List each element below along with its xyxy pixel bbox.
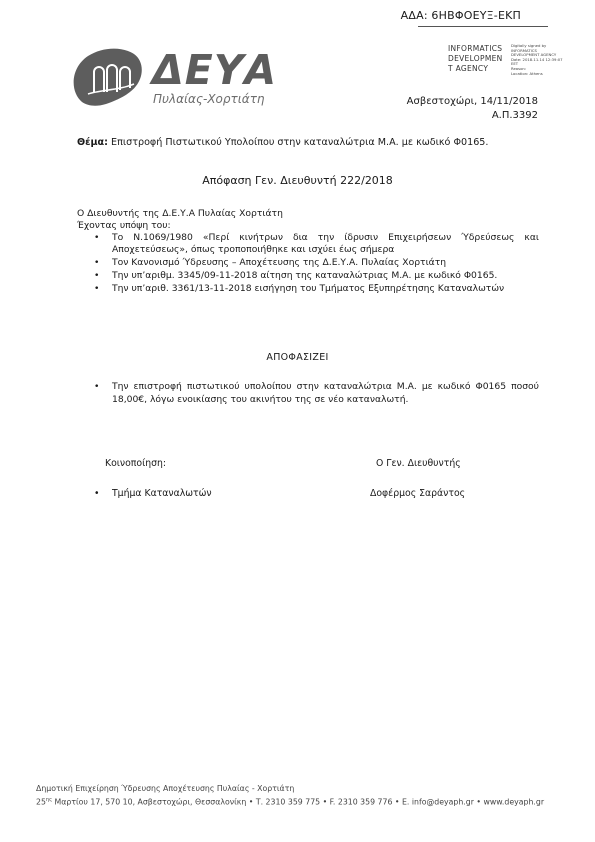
footer-address: Μαρτίου 17, 570 10, Ασβεστοχώρι, Θεσσαλονίκη • Τ. 2310 359 775 • F. 2310 359 776 • E. info@deyaph.gr • www.deyaph.gr <box>52 797 545 807</box>
org-line-1: INFORMATICS <box>448 44 503 53</box>
document-date: Ασβεστοχώρι, 14/11/2018 <box>406 96 538 107</box>
logo-subtitle: Πυλαίας-Χορτιάτη <box>153 92 265 106</box>
subject-label: Θέμα: <box>77 137 108 148</box>
sig-line: Location: Athens <box>511 70 543 76</box>
sig-line: INFORMATICS <box>511 47 537 53</box>
org-line-2: DEVELOPMEN <box>448 54 503 63</box>
list-item: • Τμήμα Καταναλωτών <box>77 488 277 500</box>
logo-name: ΔΕΥΑ <box>152 46 278 94</box>
list-item: • Την υπ’αριθ. 3361/13-11-2018 εισήγηση του Τμήματος Εξυπηρέτησης Καταναλωτών <box>77 283 539 295</box>
considerations-list <box>77 232 539 295</box>
sig-line: Date: 2018.11.14 12:39:07 <box>511 56 563 62</box>
footer-street-number: 25 <box>36 797 46 807</box>
sig-line: DEVELOPMENT AGENCY <box>511 52 557 58</box>
decides-heading: ΑΠΟΦΑΣΙΖΕΙ <box>266 352 329 363</box>
protocol-number: Α.Π.3392 <box>491 110 538 121</box>
date-block <box>407 95 538 123</box>
subject-line <box>77 137 488 148</box>
list-item: • Τον Κανονισμό Ύδρευσης – Αποχέτευσης της Δ.Ε.Υ.Α. Πυλαίας Χορτιάτη <box>77 257 539 269</box>
intro-section <box>77 208 539 296</box>
footer-company: Δημοτική Επιχείρηση Ύδρευσης Αποχέτευσης Πυλαίας - Χορτιάτη <box>36 784 295 793</box>
sig-line: EET <box>511 61 519 67</box>
sig-line: Digitally signed by <box>511 43 547 48</box>
notification-section <box>77 488 277 501</box>
digital-signature-details <box>511 44 571 76</box>
notification-list <box>77 488 277 500</box>
footer-contact <box>36 797 544 807</box>
director-name: Δοφέρμος Σαράντος <box>370 488 466 499</box>
subject-text: Επιστροφή Πιστωτικού Υπολοίπου στην καταναλώτρια Μ.Α. με κωδικό Φ0165. <box>107 137 489 148</box>
notification-label: Κοινοποίηση: <box>105 458 167 469</box>
list-item: • Το Ν.1069/1980 «Περί κινήτρων δια την ίδρυσιν Επιχειρήσεων Ύδρεύσεως και Αποχετεύσεως», όπως τροποποιήθηκε και ισχύει έως σήμερα <box>77 232 539 256</box>
list-item: • Την υπ’αριθμ. 3345/09-11-2018 αίτηση της καταναλώτριας Μ.Α. με κωδικό Φ0165. <box>77 270 539 282</box>
decision-section <box>77 381 539 407</box>
director-title: Ο Γεν. Διευθυντής <box>376 458 461 469</box>
footer-ordinal: ης <box>45 797 53 803</box>
org-line-3: T AGENCY <box>448 64 489 73</box>
decision-title: Απόφαση Γεν. Διευθυντή 222/2018 <box>202 174 393 187</box>
intro-line-2: Έχοντας υπόψη του: <box>77 220 171 231</box>
sig-line: Reason: <box>511 65 527 71</box>
signature-org <box>448 44 503 74</box>
decision-list <box>77 381 539 406</box>
ada-underline <box>418 26 548 27</box>
ada-code: ΑΔΑ: 6ΗΒΦΟΕΥΞ-ΕΚΠ <box>400 9 521 22</box>
list-item: • Την επιστροφή πιστωτικού υπολοίπου στην καταναλώτρια Μ.Α. με κωδικό Φ0165 ποσού 18,00€, λόγω ενοικίασης του ακινήτου της σε νέο καταναλωτή. <box>77 381 539 406</box>
intro-line-1: Ο Διευθυντής της Δ.Ε.Υ.Α Πυλαίας Χορτιάτη <box>77 208 283 219</box>
